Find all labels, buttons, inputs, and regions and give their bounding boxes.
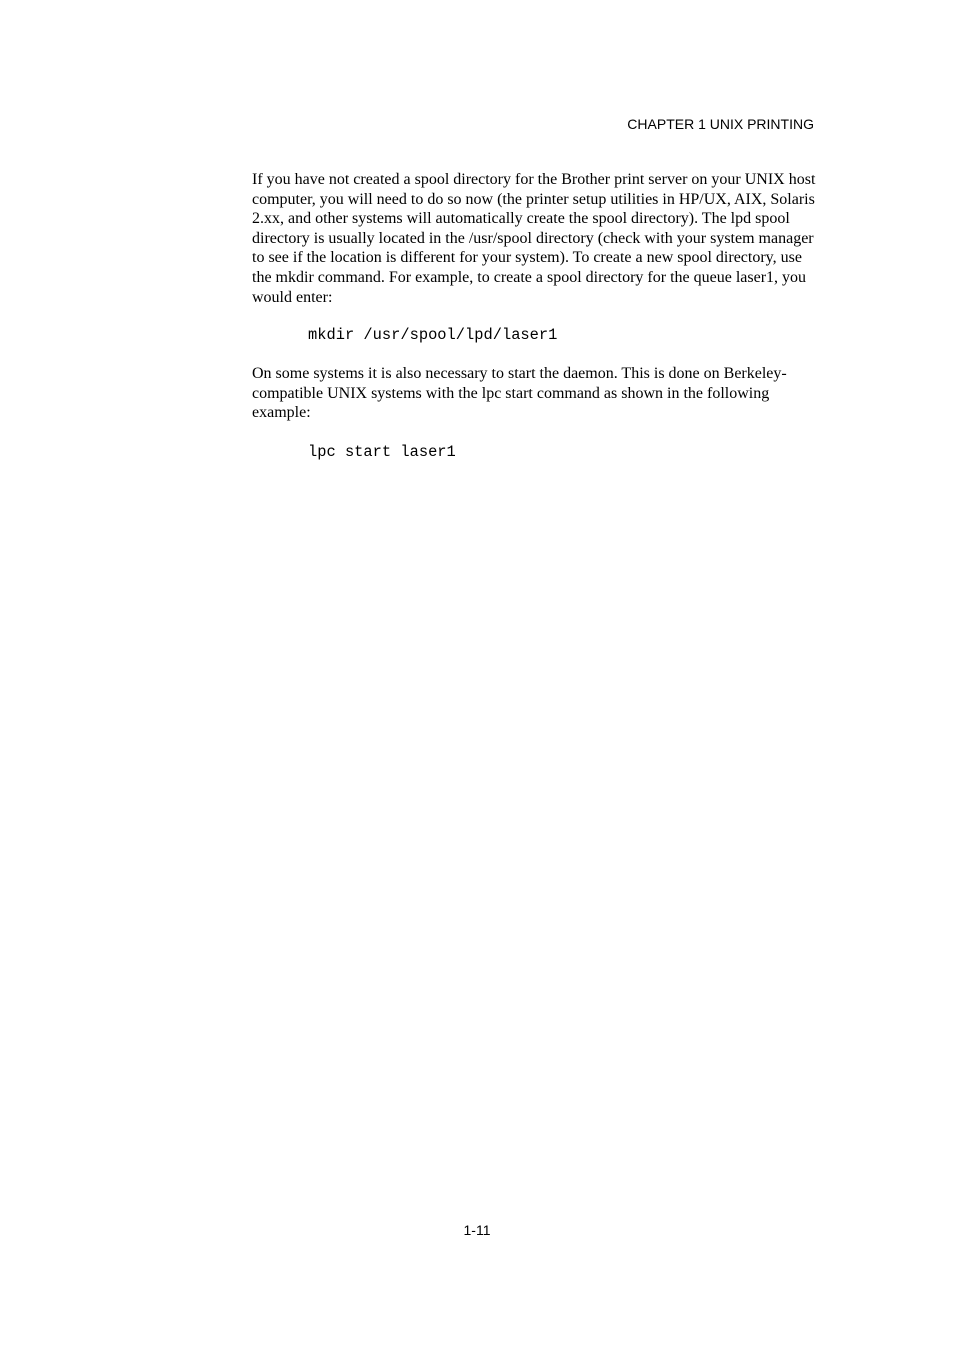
code-example-mkdir: mkdir /usr/spool/lpd/laser1 bbox=[308, 326, 558, 345]
page-number: 1-11 bbox=[463, 1222, 491, 1238]
running-header: CHAPTER 1 UNIX PRINTING bbox=[627, 116, 814, 132]
code-example-lpc-start: lpc start laser1 bbox=[308, 442, 456, 461]
paragraph-start-daemon: On some systems it is also necessary to start the daemon. This is done on Berkeley-compatible UNIX systems with the lpc start command as shown in the following example: bbox=[252, 365, 787, 422]
paragraph-spool-directory: If you have not created a spool directory for the Brother print server on your UNIX host computer, you will need to do so now (the printer setup utilities in HP/UX, AIX, Solaris 2.xx, and other systems will automatically create the spool directory). The lpd spool directory is usually located in the /usr/spool directory (check with your system manager to see if the location is different for your system). To create a new spool directory, use the mkdir command. For example, to create a spool directory for the queue laser1, you would enter: bbox=[252, 171, 816, 306]
page-body bbox=[252, 170, 816, 462]
